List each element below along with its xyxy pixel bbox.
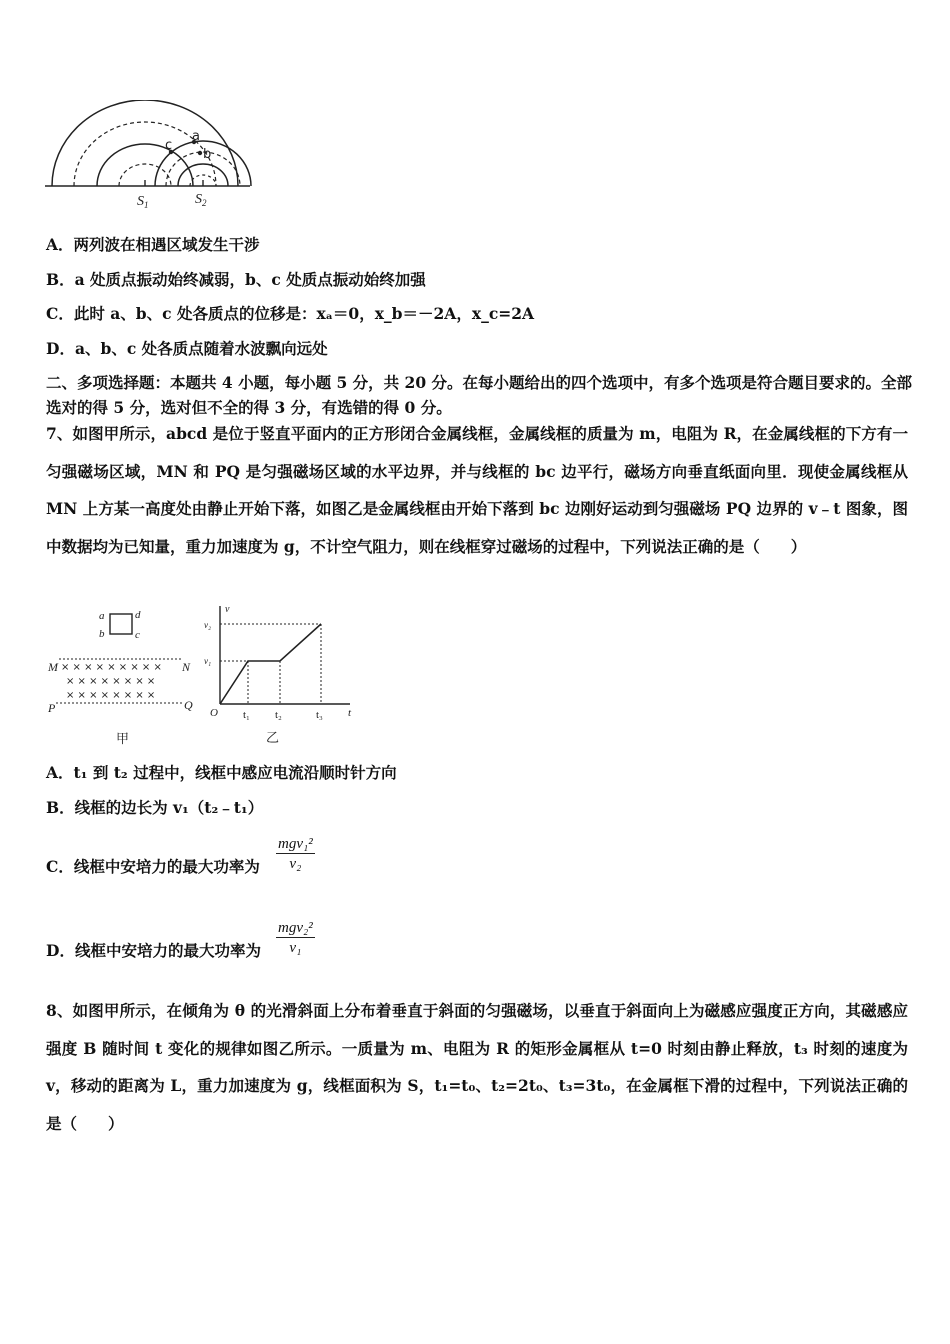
caption-jia: 甲 xyxy=(116,732,130,747)
metal-frame xyxy=(110,614,132,634)
q7-stem: 7、如图甲所示，abcd 是位于竖直平面内的正方形闭合金属线框，金属线框的质量为 m，电阻为 R，在金属线框的下方有一匀强磁场区域，MN 和 PQ 是匀强磁场区域的水平边界，并与线框的 bc 边平行，磁场方向垂直纸面向里．现使金属线框从 MN 上方某一高度处由静止开始下落，如图乙是金属线框由开始下落到 bc 边刚好运动到匀强磁场 PQ 边界的 v﹣t 图象，图中数据均为已知量，重力加速度为 g，不计空气阻力，则在线框穿过磁场的过程中，下列说法正确的是（ ） xyxy=(46,424,908,556)
q7-figure-jia xyxy=(44,605,204,750)
wave-interference-figure xyxy=(40,100,260,215)
svg-text:v₁: v₁ xyxy=(204,656,212,666)
q6-option-d: D．a、b、c 处各质点随着水波飘向远处 xyxy=(46,339,328,358)
svg-text:t₂: t₂ xyxy=(275,709,282,721)
svg-text:P: P xyxy=(48,701,56,715)
q7-option-c: C．线框中安培力的最大功率为 xyxy=(46,857,260,876)
q6-option-b: B．a 处质点振动始终减弱，b、c 处质点振动始终加强 xyxy=(46,270,426,289)
magnetic-field-crosses xyxy=(61,662,162,701)
svg-text:N: N xyxy=(182,660,191,674)
q7-option-d: D．线框中安培力的最大功率为 xyxy=(46,941,261,960)
q7-option-d-formula: mgv₂² v₁ xyxy=(278,920,313,956)
label-b: b xyxy=(203,147,212,162)
svg-text:Q: Q xyxy=(184,698,193,712)
q6-option-c: C．此时 a、b、c 处各质点的位移是：xₐ＝0，x_b＝－2A，x_c=2A xyxy=(46,304,535,323)
q7-option-b: B．线框的边长为 v₁（t₂﹣t₁） xyxy=(46,798,264,817)
svg-text:a: a xyxy=(99,610,105,622)
section-2-header: 二、多项选择题：本题共 4 小题，每小题 5 分，共 20 分。在每小题给出的四个选项中，有多个选项是符合题目要求的。全部选对的得 5 分，选对但不全的得 3 分，有选错的得 0 分。 xyxy=(46,373,913,417)
svg-text:O: O xyxy=(210,707,218,719)
q6-option-a: A．两列波在相遇区域发生干涉 xyxy=(46,235,260,254)
label-a: a xyxy=(192,129,200,144)
q8-stem: 8、如图甲所示，在倾角为 θ 的光滑斜面上分布着垂直于斜面的匀强磁场，以垂直于斜面向上为磁感应强度正方向，其磁感应强度 B 随时间 t 变化的规律如图乙所示。一质量为 m、电阻为 R 的矩形金属框从 t=0 时刻由静止释放，t₃ 时刻的速度为 v，移动的距离为 L，重力加速度为 g，线框面积为 S，t₁=t₀、t₂=2t₀、t₃=3t₀，在金属框下滑的过程中，下列说法正确的是（ ） xyxy=(46,1001,908,1133)
svg-text:v₂: v₂ xyxy=(204,620,212,630)
svg-text:× × × × × × × ×: × × × × × × × × xyxy=(66,676,156,687)
svg-text:M: M xyxy=(48,660,58,674)
label-c: c xyxy=(165,138,173,153)
svg-text:t₃: t₃ xyxy=(316,709,323,721)
label-s1: $S_1$ xyxy=(137,194,149,210)
wave-crest-s1-outer xyxy=(52,100,238,186)
svg-text:d: d xyxy=(135,609,141,621)
svg-text:c: c xyxy=(135,629,140,641)
q7-option-c-formula: mgv₁² v₂ xyxy=(278,836,313,872)
svg-text:× × × × × × × × ×: × × × × × × × × × xyxy=(61,662,162,673)
point-b xyxy=(198,151,202,155)
svg-text:b: b xyxy=(99,628,105,640)
vt-curve xyxy=(220,624,321,704)
q7-option-a: A．t₁ 到 t₂ 过程中，线框中感应电流沿顺时针方向 xyxy=(46,763,397,782)
svg-text:v: v xyxy=(225,604,230,615)
q7-figure-yi-vt-graph xyxy=(200,600,360,750)
label-s2: $S_2$ xyxy=(195,192,207,208)
svg-text:t: t xyxy=(348,707,352,719)
caption-yi: 乙 xyxy=(266,731,280,746)
svg-text:t₁: t₁ xyxy=(243,709,250,721)
svg-text:× × × × × × × ×: × × × × × × × × xyxy=(66,690,156,701)
